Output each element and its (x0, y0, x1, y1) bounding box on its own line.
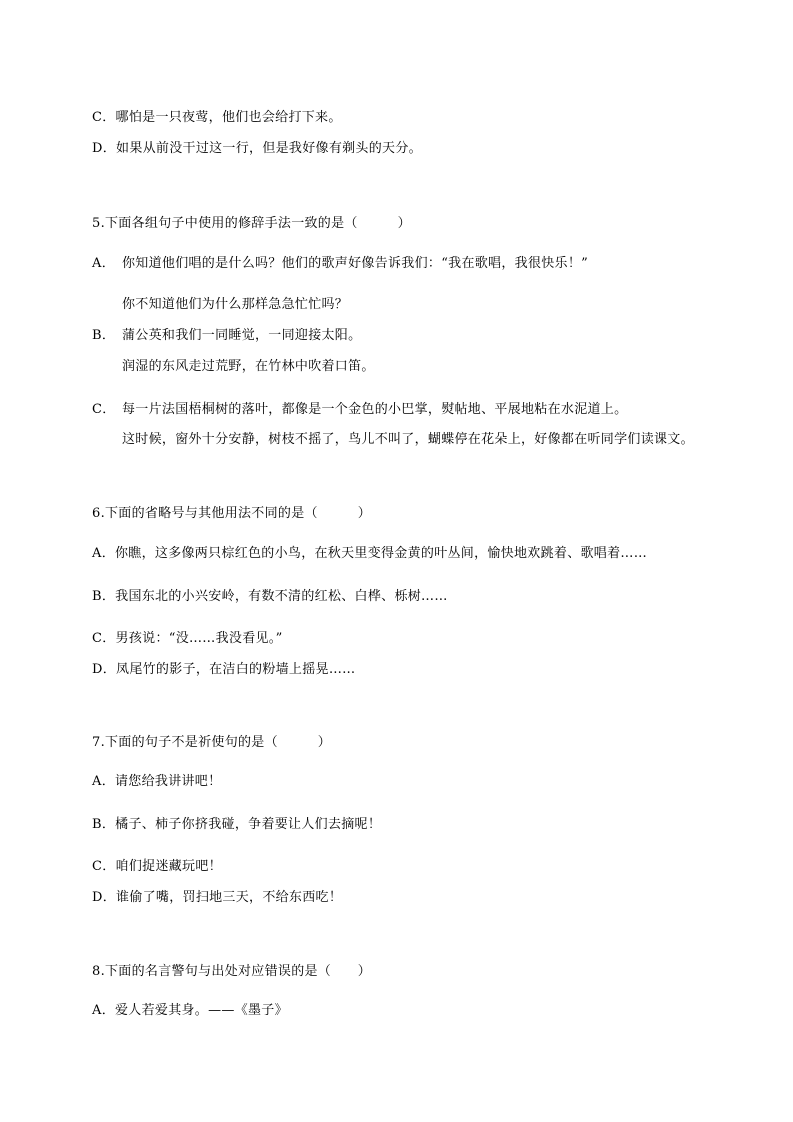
q5-option-b-line2: 润湿的东风走过荒野，在竹林中吹着口笛。 (122, 359, 375, 374)
q5-option-c-label: C． (92, 402, 116, 417)
q5-option-c (92, 401, 627, 419)
q5-question: 5.下面各组句子中使用的修辞手法一致的是（ ） (92, 216, 411, 231)
q7-question: 7.下面的句子不是祈使句的是（ ） (92, 735, 332, 750)
q5-option-a-label: A． (92, 256, 115, 271)
q4-option-d: D．如果从前没干过这一行，但是我好像有剃头的天分。 (92, 141, 422, 156)
q6-option-c: C．男孩说：“没……我没看见。” (92, 631, 283, 646)
q5-option-c-line2: 这时候，窗外十分安静，树枝不摇了，鸟儿不叫了，蝴蝶停在花朵上，好像都在听同学们读课文。 (122, 432, 694, 447)
q7-option-d: D．谁偷了嘴，罚扫地三天，不给东西吃！ (92, 890, 343, 905)
q6-option-d: D．凤尾竹的影子，在洁白的粉墙上摇晃…… (92, 662, 356, 677)
q6-question: 6.下面的省略号与其他用法不同的是（ ） (92, 506, 372, 521)
q7-option-b: B．橘子、柿子你挤我碰，争着要让人们去摘呢！ (92, 817, 382, 832)
q5-option-a (92, 255, 588, 273)
q8-question: 8.下面的名言警句与出处对应错误的是（ ） (92, 964, 372, 979)
q5-option-a-line1: 你知道他们唱的是什么吗？他们的歌声好像告诉我们：“我在歌唱，我很快乐！” (122, 256, 589, 271)
q5-option-b-label: B． (92, 328, 116, 343)
q7-option-c: C．咱们捉迷藏玩吧！ (92, 859, 222, 874)
q5-option-b (92, 327, 361, 345)
q5-option-c-line1: 每一片法国梧桐树的落叶，都像是一个金色的小巴掌，熨帖地、平展地粘在水泥道上。 (122, 402, 628, 417)
q8-option-a: A．爱人若爱其身。——《墨子》 (92, 1003, 288, 1018)
q4-option-c: C．哪怕是一只夜莺，他们也会给打下来。 (92, 110, 342, 125)
q5-option-a-line2: 你不知道他们为什么那样急急忙忙吗？ (122, 297, 349, 312)
q5-option-b-line1: 蒲公英和我们一同睡觉，一同迎接太阳。 (122, 328, 362, 343)
q7-option-a: A．请您给我讲讲吧！ (92, 774, 222, 789)
q6-option-a: A．你瞧，这多像两只棕红色的小鸟，在秋天里变得金黄的叶丛间，愉快地欢跳着、歌唱着…… (92, 546, 647, 561)
q6-option-b: B．我国东北的小兴安岭，有数不清的红松、白桦、栎树…… (92, 589, 448, 604)
